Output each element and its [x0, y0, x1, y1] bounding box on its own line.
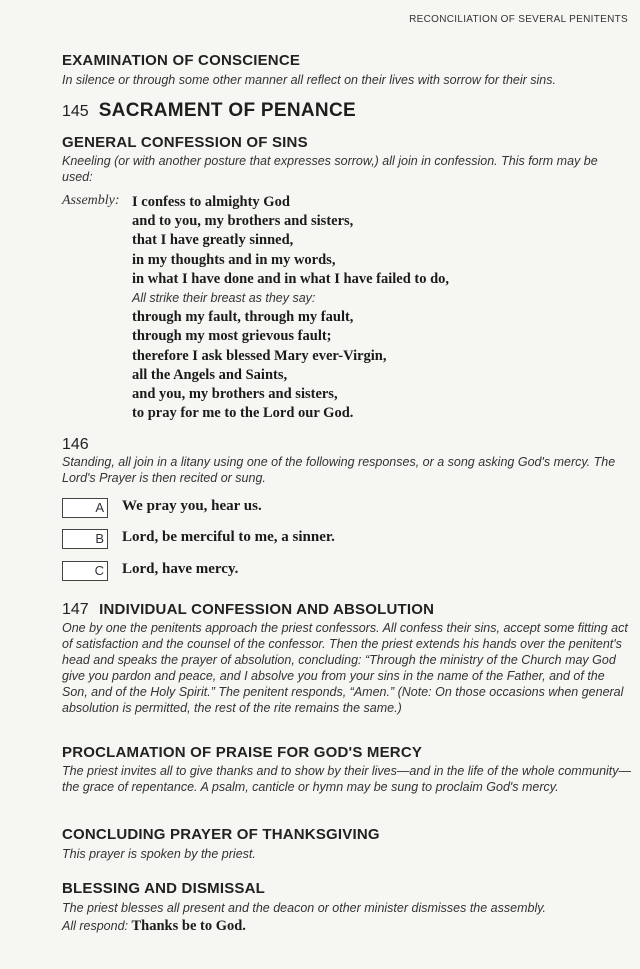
assembly-label: Assembly: [62, 193, 120, 208]
sacrament-heading: SACRAMENT OF PENANCE [98, 100, 356, 121]
response-text: Lord, be merciful to me, a sinner. [122, 529, 335, 545]
examination-section [62, 52, 637, 88]
confession-line: to pray for me to the Lord our God. [132, 405, 354, 422]
litany-section [62, 436, 632, 486]
response-box [62, 498, 108, 518]
confession-line: that I have greatly sinned, [132, 232, 294, 249]
response-letter: B [95, 531, 104, 546]
proclamation-section [62, 744, 632, 795]
concluding-rubric: This prayer is spoken by the priest. [62, 847, 256, 861]
breast-rubric: All strike their breast as they say: [132, 291, 316, 306]
proclamation-heading: PROCLAMATION OF PRAISE FOR GOD'S MERCY [62, 744, 423, 761]
running-head: RECONCILIATION OF SEVERAL PENITENTS [409, 14, 628, 25]
response-c [62, 561, 462, 581]
confession-lines [132, 193, 612, 423]
confession-line: therefore I ask blessed Mary ever-Virgin, [132, 347, 387, 364]
general-confession-rubric: Kneeling (or with another posture that expresses sorrow,) all join in confession. This form may be used: [62, 154, 598, 184]
individual-rubric: One by one the penitents approach the priest confessors. All confess their sins, accept some fitting act of satisfaction and the counsel of the confessor. Then the priest extends his hands over the penitent's head and speaks the prayer of absolution, concluding: “Through the ministry of the Church may God give you pardon and peace, and I absolve you from your sins in the name of the Father, and of the Son, and of the Holy Spirit.” The penitent responds, “Amen.” (Note: On those occasions when general absolution is permitted, the rest of the rite remains the same.) [62, 621, 628, 715]
concluding-heading: CONCLUDING PRAYER OF THANKSGIVING [62, 826, 380, 843]
confession-line: and you, my brothers and sisters, [132, 386, 338, 403]
concluding-section [62, 826, 637, 862]
blessing-heading: BLESSING AND DISMISSAL [62, 880, 266, 897]
confession-line: and to you, my brothers and sisters, [132, 213, 354, 230]
blessing-section [62, 880, 622, 934]
section-number-145: 145 [62, 103, 89, 120]
confession-line: through my most grievous fault; [132, 328, 332, 345]
individual-heading: INDIVIDUAL CONFESSION AND ABSOLUTION [99, 601, 435, 618]
response-letter: C [94, 563, 104, 578]
blessing-response [62, 918, 622, 934]
section-number-146: 146 [62, 436, 89, 453]
blessing-rubric: The priest blesses all present and the deacon or other minister dismisses the assembly. [62, 901, 547, 915]
individual-section [62, 601, 632, 716]
response-letter: A [95, 500, 104, 515]
confession-line: through my fault, through my fault, [132, 309, 354, 326]
section-number-147: 147 [62, 601, 89, 618]
response-box [62, 529, 108, 549]
examination-rubric: In silence or through some other manner all reflect on their lives with sorrow for their sins. [62, 73, 556, 87]
response-a [62, 498, 462, 518]
general-confession-heading: GENERAL CONFESSION OF SINS [62, 134, 308, 151]
general-confession-section [62, 134, 622, 185]
examination-heading: EXAMINATION OF CONSCIENCE [62, 52, 301, 69]
response-box [62, 561, 108, 581]
response-b [62, 529, 462, 549]
confession-line: in my thoughts and in my words, [132, 251, 336, 268]
proclamation-rubric: The priest invites all to give thanks and to show by their lives—and in the life of the whole community—the grace of repentance. A psalm, canticle or hymn may be sung to proclaim God's mercy. [62, 764, 632, 794]
individual-title [62, 601, 632, 619]
confession-line: all the Angels and Saints, [132, 366, 288, 383]
respond-text: Thanks be to God. [131, 918, 246, 934]
confession-line: I confess to almighty God [132, 194, 290, 210]
response-text: We pray you, hear us. [122, 498, 262, 514]
response-text: Lord, have mercy. [122, 561, 239, 577]
litany-rubric: Standing, all join in a litany using one of the following responses, or a song asking God's mercy. The Lord's Prayer is then recited or sung. [62, 455, 616, 485]
confession-line: in what I have done and in what I have failed to do, [132, 270, 450, 287]
sacrament-section [62, 100, 637, 122]
respond-label: All respond: [62, 919, 129, 933]
